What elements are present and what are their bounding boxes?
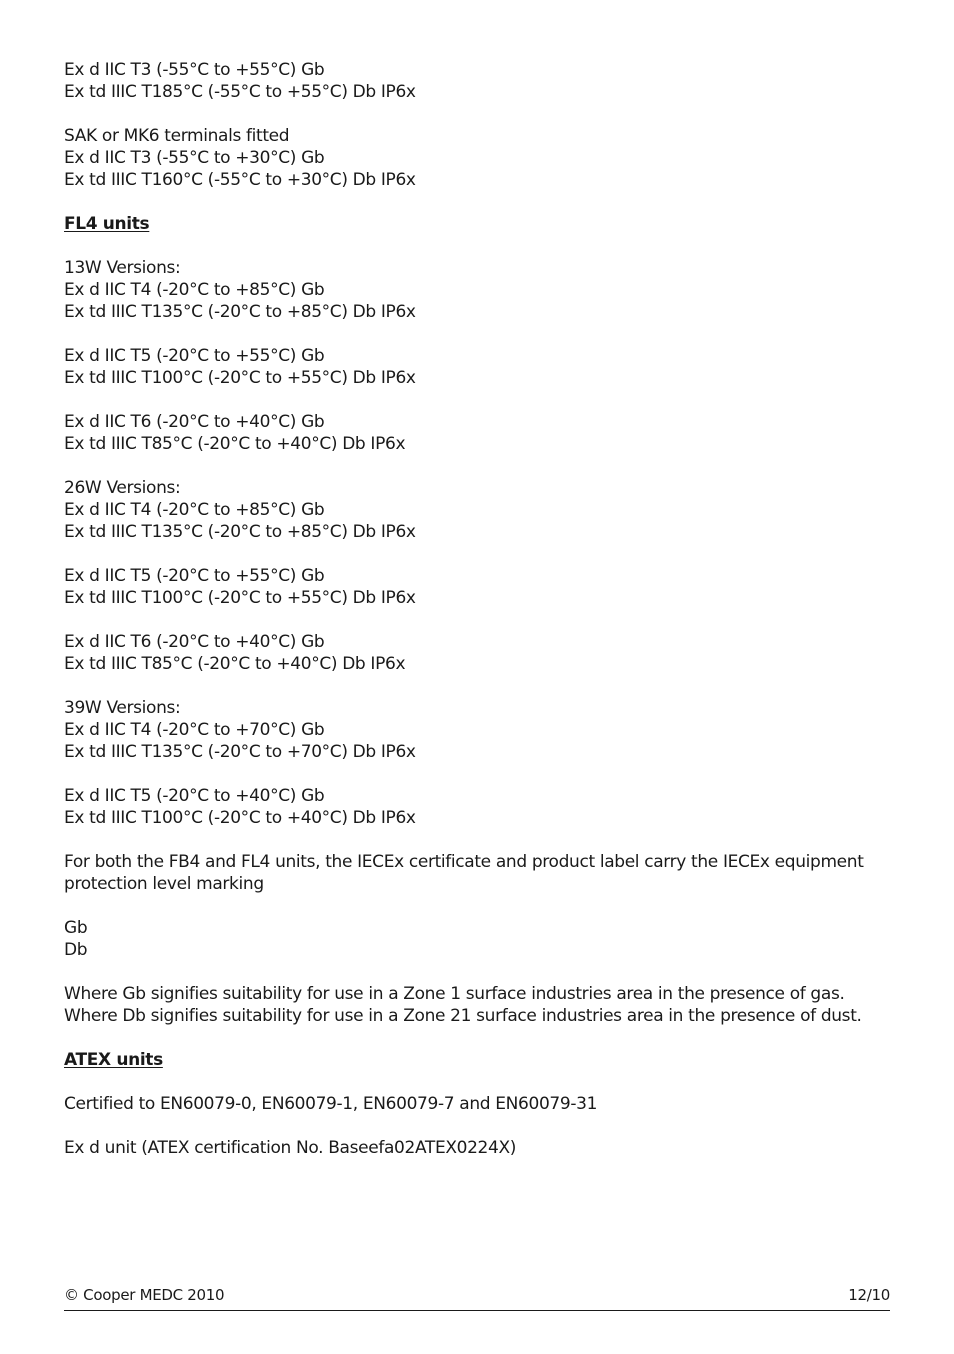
rating-line: Ex td IIIC T160°C (-55°C to +30°C) Db IP6x xyxy=(64,170,416,190)
version-label-26w: 26W Versions: xyxy=(64,478,181,498)
spacer xyxy=(64,829,890,851)
rating-line: Ex td IIIC T100°C (-20°C to +40°C) Db IP6x xyxy=(64,808,416,828)
spacer xyxy=(64,1071,890,1093)
document-body xyxy=(64,59,890,1159)
spacer xyxy=(64,191,890,213)
rating-line: Ex td IIIC T185°C (-55°C to +55°C) Db IP6x xyxy=(64,82,416,102)
copyright-text: © Cooper MEDC 2010 xyxy=(64,1286,225,1304)
rating-line: Ex td IIIC T100°C (-20°C to +55°C) Db IP6x xyxy=(64,368,416,388)
spacer xyxy=(64,389,890,411)
spacer xyxy=(64,235,890,257)
page-footer xyxy=(64,1284,890,1311)
epl-paragraph: For both the FB4 and FL4 units, the IECEx certificate and product label carry the IECEx equipment protection level marking xyxy=(64,852,864,894)
rating-line: Ex d IIC T5 (-20°C to +55°C) Gb xyxy=(64,566,325,586)
spacer xyxy=(64,895,890,917)
rating-line: Ex d IIC T3 (-55°C to +30°C) Gb xyxy=(64,148,325,168)
epl-mark-gb: Gb xyxy=(64,918,88,938)
rating-line: Ex d IIC T5 (-20°C to +55°C) Gb xyxy=(64,346,325,366)
section-heading-fl4: FL4 units xyxy=(64,214,150,234)
rating-line: Ex td IIIC T135°C (-20°C to +85°C) Db IP6x xyxy=(64,302,416,322)
spacer xyxy=(64,323,890,345)
section-heading-atex: ATEX units xyxy=(64,1050,163,1070)
spacer xyxy=(64,609,890,631)
spacer xyxy=(64,1027,890,1049)
page-reference: 12/10 xyxy=(848,1286,890,1304)
db-definition: Where Db signifies suitability for use in a Zone 21 surface industries area in the presence of dust. xyxy=(64,1006,862,1026)
gb-definition: Where Gb signifies suitability for use in a Zone 1 surface industries area in the presence of gas. xyxy=(64,984,845,1004)
rating-line: Ex d IIC T6 (-20°C to +40°C) Gb xyxy=(64,632,325,652)
rating-line: Ex d IIC T5 (-20°C to +40°C) Gb xyxy=(64,786,325,806)
spacer xyxy=(64,961,890,983)
rating-line: Ex td IIIC T135°C (-20°C to +85°C) Db IP6x xyxy=(64,522,416,542)
rating-line: Ex td IIIC T135°C (-20°C to +70°C) Db IP6x xyxy=(64,742,416,762)
spacer xyxy=(64,1115,890,1137)
spacer xyxy=(64,543,890,565)
spacer xyxy=(64,455,890,477)
rating-line: Ex d IIC T4 (-20°C to +85°C) Gb xyxy=(64,280,325,300)
epl-mark-db: Db xyxy=(64,940,88,960)
rating-line: Ex d IIC T4 (-20°C to +85°C) Gb xyxy=(64,500,325,520)
rating-line: Ex d IIC T3 (-55°C to +55°C) Gb xyxy=(64,60,325,80)
terminals-note: SAK or MK6 terminals fitted xyxy=(64,126,290,146)
atex-certified-standards: Certified to EN60079-0, EN60079-1, EN60079-7 and EN60079-31 xyxy=(64,1094,598,1114)
spacer xyxy=(64,675,890,697)
rating-line: Ex td IIIC T85°C (-20°C to +40°C) Db IP6x xyxy=(64,654,406,674)
rating-line: Ex td IIIC T100°C (-20°C to +55°C) Db IP6x xyxy=(64,588,416,608)
rating-line: Ex td IIIC T85°C (-20°C to +40°C) Db IP6x xyxy=(64,434,406,454)
rating-line: Ex d IIC T6 (-20°C to +40°C) Gb xyxy=(64,412,325,432)
version-label-13w: 13W Versions: xyxy=(64,258,181,278)
spacer xyxy=(64,103,890,125)
atex-exd-certificate: Ex d unit (ATEX certification No. Baseefa02ATEX0224X) xyxy=(64,1138,517,1158)
spacer xyxy=(64,763,890,785)
version-label-39w: 39W Versions: xyxy=(64,698,181,718)
rating-line: Ex d IIC T4 (-20°C to +70°C) Gb xyxy=(64,720,325,740)
